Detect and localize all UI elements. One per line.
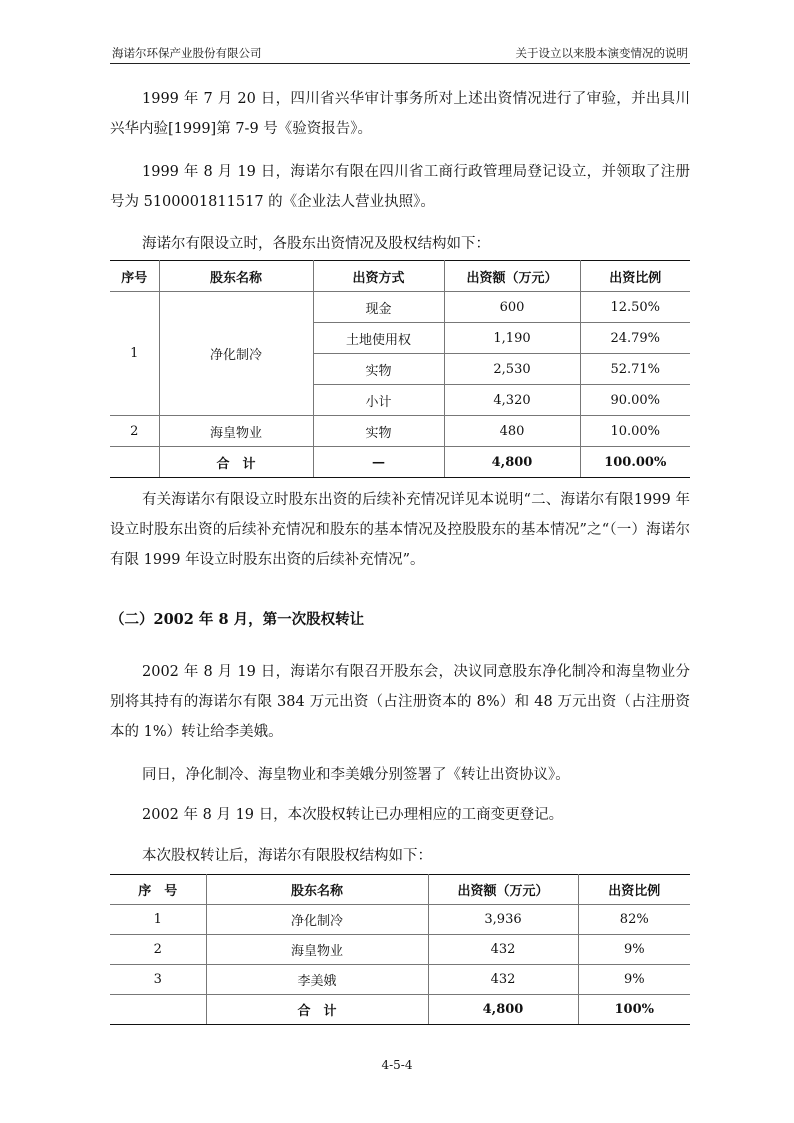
shareholding-table-2002 — [110, 874, 690, 1025]
cell-no: 3 — [110, 965, 206, 995]
table-header-row — [110, 261, 690, 292]
cell-no: 2 — [110, 935, 206, 965]
page-header — [110, 41, 690, 64]
table-row — [110, 905, 690, 935]
paragraph-table2-intro: 本次股权转让后，海诺尔有限股权结构如下： — [142, 848, 432, 864]
cell-amount: 600 — [444, 292, 580, 323]
cell-total-ratio: 100.00% — [580, 447, 690, 478]
table-row — [110, 416, 690, 447]
cell-method: 实物 — [313, 354, 444, 385]
cell-name: 李美娥 — [206, 965, 428, 995]
cell-ratio: 9% — [578, 935, 690, 965]
cell-no: 1 — [110, 292, 159, 416]
cell-empty — [110, 995, 206, 1025]
col-header-amount: 出资额（万元） — [428, 875, 578, 905]
cell-method: 实物 — [313, 416, 444, 447]
cell-ratio: 90.00% — [580, 385, 690, 416]
cell-method: 现金 — [313, 292, 444, 323]
cell-ratio: 9% — [578, 965, 690, 995]
cell-empty — [110, 447, 159, 478]
cell-ratio: 52.71% — [580, 354, 690, 385]
col-header-method: 出资方式 — [313, 261, 444, 292]
paragraph-transfer-resolution: 2002 年 8 月 19 日，海诺尔有限召开股东会，决议同意股东净化制冷和海皇物业分别将其持有的海诺尔有限 384 万元出资（占注册资本的 8%）和 48 万元出资（占注册资本的 1%）转让给李美娥。 — [110, 664, 690, 740]
cell-ratio: 82% — [578, 905, 690, 935]
cell-total-label: 合 计 — [159, 447, 313, 478]
cell-method: 土地使用权 — [313, 323, 444, 354]
cell-amount: 1,190 — [444, 323, 580, 354]
table-row — [110, 965, 690, 995]
cell-amount: 2,530 — [444, 354, 580, 385]
cell-amount: 4,320 — [444, 385, 580, 416]
paragraph-registration-change: 2002 年 8 月 19 日，本次股权转让已办理相应的工商变更登记。 — [142, 807, 564, 823]
paragraph-agreement: 同日，净化制冷、海皇物业和李美娥分别签署了《转让出资协议》。 — [142, 767, 570, 783]
col-header-name: 股东名称 — [206, 875, 428, 905]
cell-amount: 432 — [428, 935, 578, 965]
cell-method: 小计 — [313, 385, 444, 416]
table-total-row — [110, 995, 690, 1025]
cell-amount: 432 — [428, 965, 578, 995]
cell-name: 海皇物业 — [206, 935, 428, 965]
cell-total-amount: 4,800 — [444, 447, 580, 478]
page-number: 4-5-4 — [381, 1058, 413, 1072]
header-doc-title: 关于设立以来股本演变情况的说明 — [515, 46, 688, 60]
cell-total-method: — — [313, 447, 444, 478]
header-company: 海诺尔环保产业股份有限公司 — [112, 46, 262, 60]
cell-ratio: 12.50% — [580, 292, 690, 323]
paragraph-table1-intro: 海诺尔有限设立时，各股东出资情况及股权结构如下： — [142, 236, 490, 252]
cell-total-amount: 4,800 — [428, 995, 578, 1025]
shareholding-table-1999 — [110, 260, 690, 478]
col-header-no: 序号 — [110, 261, 159, 292]
cell-name: 海皇物业 — [159, 416, 313, 447]
col-header-amount: 出资额（万元） — [444, 261, 580, 292]
col-header-ratio: 出资比例 — [580, 261, 690, 292]
col-header-name: 股东名称 — [159, 261, 313, 292]
cell-no: 2 — [110, 416, 159, 447]
cell-amount: 3,936 — [428, 905, 578, 935]
paragraph-supplement-note: 有关海诺尔有限设立时股东出资的后续补充情况详见本说明“二、海诺尔有限1999 年设立时股东出资的后续补充情况和股东的基本情况及控股股东的基本情况”之“（一）海诺尔有限 1999 年设立时股东出资的后续补充情况”。 — [110, 492, 690, 568]
col-header-ratio: 出资比例 — [578, 875, 690, 905]
table-row — [110, 935, 690, 965]
table-header-row — [110, 875, 690, 905]
table-total-row — [110, 447, 690, 478]
col-header-no: 序 号 — [110, 875, 206, 905]
cell-total-label: 合 计 — [206, 995, 428, 1025]
section-heading: （二）2002 年 8 月，第一次股权转让 — [110, 611, 365, 628]
cell-no: 1 — [110, 905, 206, 935]
paragraph-registration: 1999 年 8 月 19 日，海诺尔有限在四川省工商行政管理局登记设立，并领取了注册号为 5100001811517 的《企业法人营业执照》。 — [110, 164, 690, 210]
paragraph-verification: 1999 年 7 月 20 日，四川省兴华审计事务所对上述出资情况进行了审验，并出具川兴华内验[1999]第 7-9 号《验资报告》。 — [110, 91, 690, 137]
cell-total-ratio: 100% — [578, 995, 690, 1025]
cell-name: 净化制冷 — [206, 905, 428, 935]
cell-amount: 480 — [444, 416, 580, 447]
cell-ratio: 10.00% — [580, 416, 690, 447]
table-row — [110, 292, 690, 323]
cell-ratio: 24.79% — [580, 323, 690, 354]
cell-name: 净化制冷 — [159, 292, 313, 416]
